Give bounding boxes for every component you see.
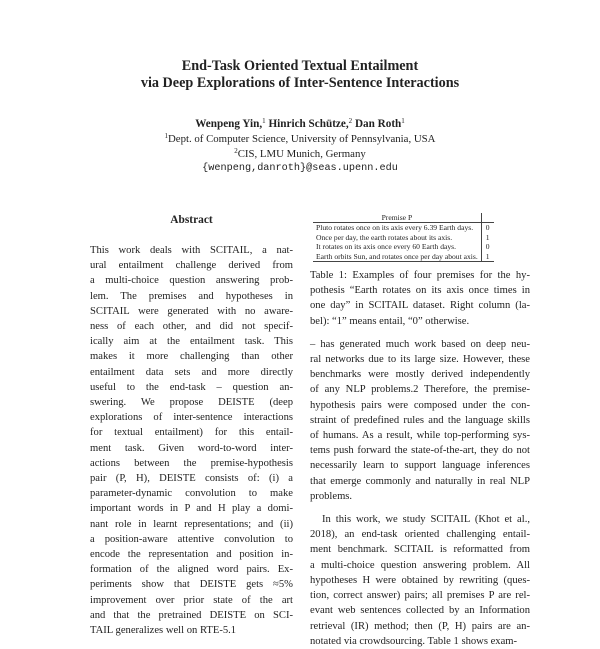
abstract-line: formation of the aligned word pairs. Ex-: [90, 564, 293, 576]
table-header-premise: Premise P: [313, 213, 481, 223]
body-line: hypotheses H were obtained by rewriting (ques-: [310, 574, 530, 586]
abstract-line: swering. We propose DEISTE (deep: [90, 397, 293, 409]
table-row: [313, 242, 494, 251]
abstract-line: TAIL generalizes well on RTE-5.1: [90, 625, 237, 637]
abstract-line: actions between the premise-hypothesis: [90, 457, 293, 469]
abstract-line: a multi-choice question answering prob-: [90, 275, 293, 287]
abstract-line: useful to the end-task – question an-: [90, 381, 293, 393]
body-line: tems push forward the state-of-the-art, they do not: [310, 445, 530, 457]
table-row: [313, 233, 494, 242]
abstract-line: improvement over prior state of the art: [90, 594, 293, 606]
abstract-text: [90, 243, 293, 638]
premise-cell: Earth orbits Sun, and rotates once per day about axis.: [313, 252, 481, 262]
body-line: a multi-choice question answering problem. All: [310, 559, 530, 571]
abstract-line: important words in P and H play a domi-: [90, 503, 293, 515]
label-cell: 1: [481, 233, 493, 242]
body-line: hypothesis pairs were composed under the con-: [310, 399, 530, 411]
premise-cell: It rotates on its axis once every 60 Earth days.: [316, 242, 457, 252]
caption-line: Table 1: Examples of four premises for the hy-: [310, 270, 530, 282]
author-2: Hinrich Schütze,: [268, 118, 349, 130]
abstract-line: a position-aware attentive convolution to: [90, 533, 293, 545]
body-line: – has generated much work based on deep neu-: [310, 338, 530, 350]
label-cell: 0: [481, 223, 493, 233]
table-row: [313, 223, 494, 233]
body-line: ral networks due to its large size. However, these: [310, 354, 530, 366]
body-line: retrieval (IR) method; then (P, H) pairs are an-: [310, 620, 530, 632]
body-line: ment benchmark. SCITAIL is reformatted from: [310, 544, 530, 556]
author-2-affil: 2: [348, 117, 353, 125]
right-column: [310, 213, 530, 649]
table-header-label: [481, 213, 493, 223]
affiliation-1-mark: 1: [164, 132, 168, 140]
abstract-line: lem. The premises and hypotheses in: [90, 290, 293, 302]
affiliation-1: [0, 132, 600, 147]
label-cell: 0: [481, 242, 493, 251]
left-column: [90, 213, 293, 638]
abstract-line: ural entailment challenge derived from: [90, 260, 293, 272]
body-line: straint of predefined rules and the language skills: [310, 414, 530, 426]
body-line: of humans. As a result, while top-performing sys-: [310, 430, 530, 442]
caption-line: one day” in SCITAIL dataset. Right column (la-: [310, 300, 530, 312]
body-line: tion, correct answer) pairs; all premises P are rel-: [310, 590, 530, 602]
author-3: Dan Roth: [354, 118, 402, 130]
body-line: notated via crowdsourcing. Table 1 shows exam-: [310, 635, 518, 647]
body-paragraph-2: [310, 512, 530, 649]
caption-line: bel): “1” means entail, “0” otherwise.: [310, 315, 470, 327]
paper-title-line-2: via Deep Explorations of Inter-Sentence Interactions: [140, 75, 460, 91]
label-cell: 1: [481, 252, 493, 262]
affiliation-2-text: CIS, LMU Munich, Germany: [237, 147, 366, 160]
abstract-line: encode the representation and position in-: [90, 549, 293, 561]
abstract-heading: Abstract: [170, 214, 213, 226]
affiliation-2-mark: 2: [234, 146, 238, 155]
body-line: 2018), an end-task oriented challenging entail-: [310, 529, 530, 541]
body-paragraph-1: [310, 337, 530, 504]
abstract-line: for textual entailment) for this entail-: [90, 427, 293, 439]
author-1: Wenpeng Yin,: [195, 118, 263, 130]
body-line: In this work, we study SCITAIL (Khot et al.,: [322, 514, 530, 526]
body-line: that emerge commonly and naturally in real NLP: [310, 475, 530, 487]
abstract-line: makes it more challenging than other: [90, 351, 293, 363]
abstract-line: ment task. Given word-to-word inter-: [90, 442, 293, 454]
abstract-line: parameter-dynamic convolution to make: [90, 488, 293, 500]
table-1-caption: [310, 268, 530, 329]
abstract-line: ically aim at the entailment task. This: [90, 336, 293, 348]
abstract-line: explorations of inter-sentence interactions: [90, 412, 293, 424]
affiliation-1-text: Dept. of Computer Science, University of Pennsylvania, USA: [168, 133, 436, 145]
body-line: evant web sentences collected by an Information: [310, 605, 530, 617]
abstract-line: entailment data sets and more directly: [90, 366, 293, 378]
abstract-line: ness of each other, and did not specif-: [90, 321, 293, 333]
abstract-line: nant role in learnt representations; and (ii): [90, 518, 293, 530]
table-1: [313, 213, 494, 262]
author-1-affil: 1: [262, 117, 266, 125]
abstract-line: and that the pretrained DEISTE on SCI-: [90, 609, 293, 621]
caption-line: pothesis “Earth rotates on its axis once times in: [310, 285, 530, 297]
premise-cell: Once per day, the earth rotates about its axis.: [316, 232, 453, 242]
body-line: benchmarks were mostly derived independently: [310, 369, 530, 381]
author-3-affil: 1: [401, 117, 405, 125]
body-line: problems.: [310, 490, 353, 502]
affiliation-2: [0, 147, 600, 162]
premise-cell: Pluto rotates once on its axis every 6.39 Earth days.: [316, 223, 474, 233]
abstract-line: pair (P, H), DEISTE consists of: (i) a: [90, 473, 293, 485]
paper-title-line-1: End-Task Oriented Textual Entailment: [181, 58, 419, 74]
abstract-line: periments show that DEISTE gets ≈5%: [90, 579, 293, 591]
abstract-line: SCITAIL were generated with no aware-: [90, 305, 293, 317]
body-line: of any NLP problems.2 Therefore, the premise-: [310, 384, 530, 396]
author-list: [0, 117, 600, 132]
title-block: [0, 58, 600, 176]
body-line: necessarily learn to support language inferences: [310, 460, 530, 472]
table-row: [313, 252, 494, 262]
abstract-line: This work deals with SCITAIL, a nat-: [90, 245, 293, 256]
author-email: {wenpeng,danroth}@seas.upenn.edu: [202, 163, 398, 174]
